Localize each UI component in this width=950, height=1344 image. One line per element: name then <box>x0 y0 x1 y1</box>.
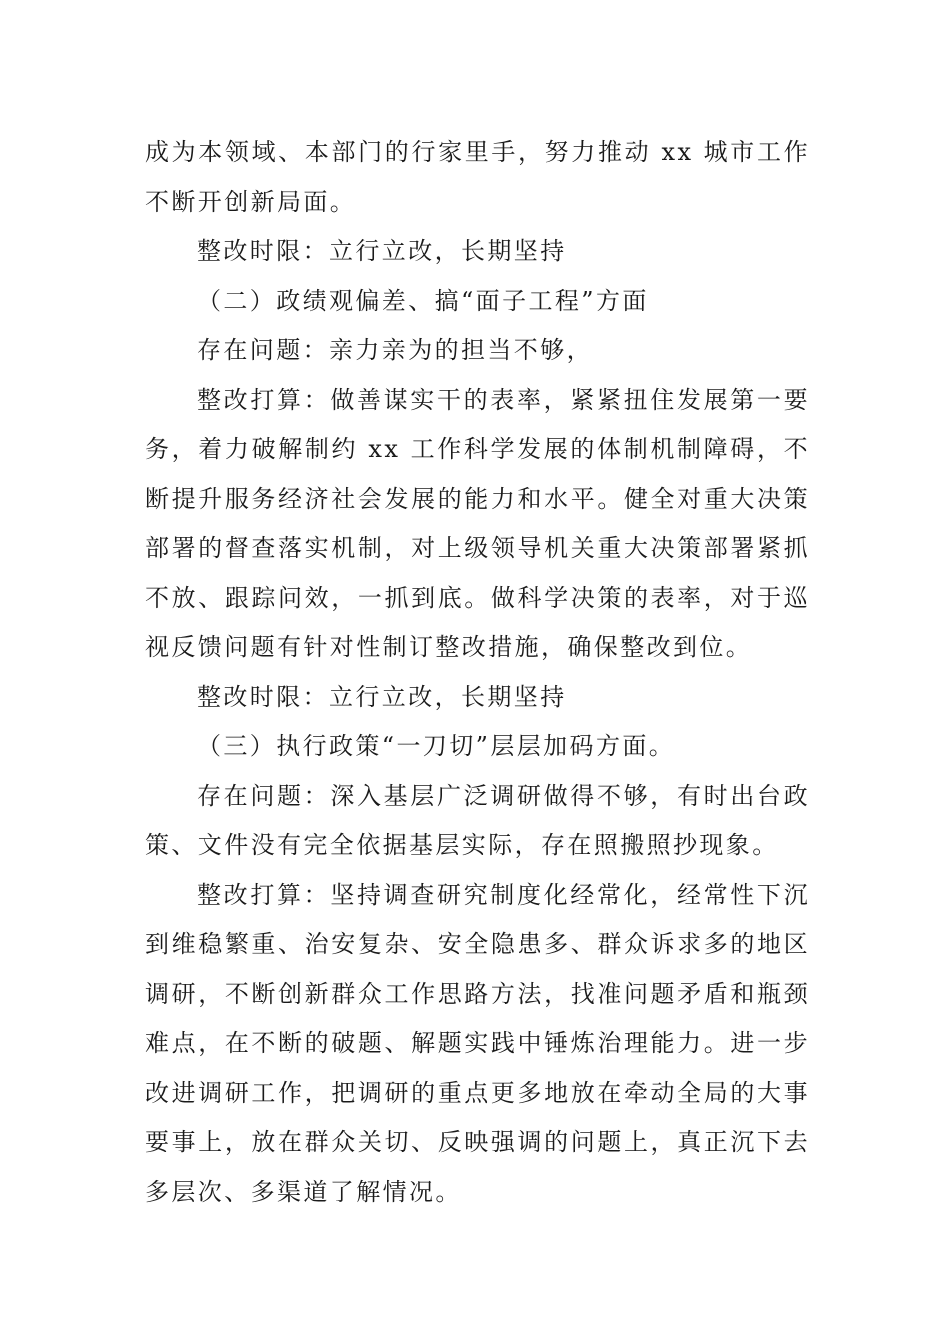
paragraph-deadline-1: 整改时限：立行立改，长期坚持 <box>197 237 567 265</box>
paragraph-plan-3: 整改打算：坚持调查研究制度化经常化，经常性下沉到维稳繁重、治安复杂、安全隐患多、群众诉求多的地区调研，不断创新群众工作思路方法，找准问题矛盾和瓶颈难点，在不断的破题、解题实践中锤炼治理能力。进一步改进调研工作，把调研的重点更多地放在牵动全局的大事要事上，放在群众关切、反映强调的问题上，真正沉下去多层次、多渠道了解情况。 <box>145 880 810 1206</box>
paragraph-continuation: 成为本领域、本部门的行家里手，努力推动 xx 城市工作不断开创新局面。 <box>145 138 810 216</box>
paragraph-plan-2: 整改打算：做善谋实干的表率，紧紧扭住发展第一要务，着力破解制约 xx 工作科学发展的体制机制障碍，不断提升服务经济社会发展的能力和水平。健全对重大决策部署的督查落实机制，对上级领导机关重大决策部署紧抓不放、跟踪问效，一抓到底。做科学决策的表率，对于巡视反馈问题有针对性制订整改措施，确保整改到位。 <box>145 385 810 661</box>
section-heading-2: （二）政绩观偏差、搞“面子工程”方面 <box>197 286 649 315</box>
paragraph-problem-3: 存在问题：深入基层广泛调研做得不够，有时出台政策、文件没有完全依据基层实际，存在照搬照抄现象。 <box>145 781 810 859</box>
section-heading-3: （三）执行政策“一刀切”层层加码方面。 <box>197 732 676 760</box>
document-body <box>145 128 810 1217</box>
paragraph-deadline-2: 整改时限：立行立改，长期坚持 <box>197 682 567 711</box>
paragraph-problem-2: 存在问题：亲力亲为的担当不够， <box>197 336 593 364</box>
